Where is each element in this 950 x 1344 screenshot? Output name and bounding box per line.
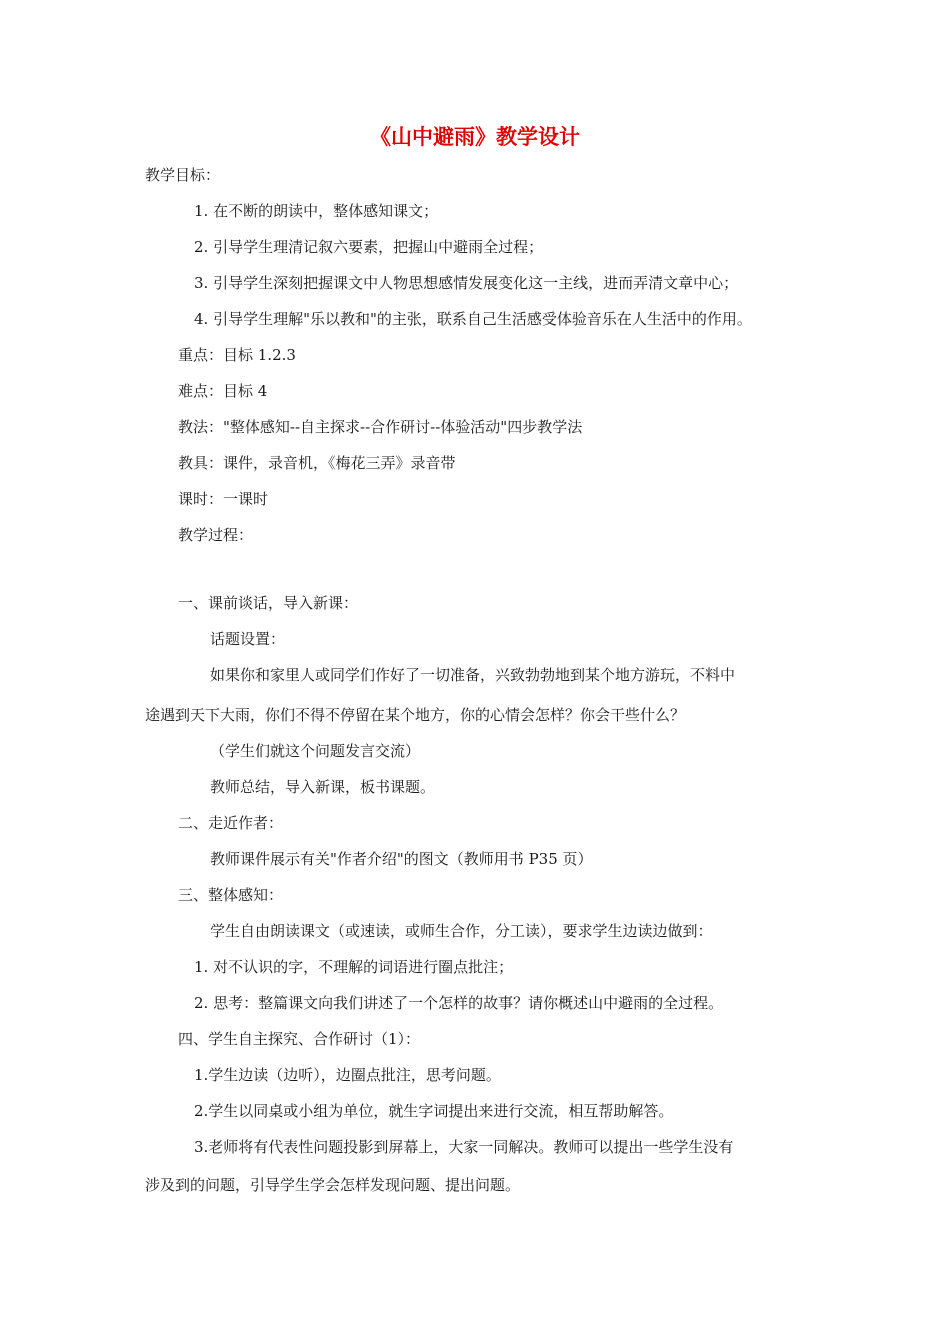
document-title: 《山中避雨》教学设计 (370, 124, 580, 149)
section-subheading: 话题设置： (210, 630, 286, 648)
objective-item: 3. 引导学生深刻把握课文中人物思想感情发展变化这一主线，进而弄清文章中心； (194, 274, 739, 292)
section-heading: 四、学生自主探究、合作研讨（1）： (178, 1030, 421, 1048)
difficulty: 难点：目标 4 (178, 382, 268, 400)
objectives-heading: 教学目标： (145, 166, 221, 184)
class-period: 课时：一课时 (178, 490, 269, 508)
paragraph-note: （学生们就这个问题发言交流） (210, 742, 421, 760)
section-heading: 二、走近作者： (178, 814, 284, 832)
list-item: 1. 对不认识的字，不理解的词语进行圈点批注； (194, 958, 514, 976)
key-points: 重点：目标 1.2.3 (178, 346, 296, 364)
list-item: 2.学生以同桌或小组为单位，就生字词提出来进行交流，相互帮助解答。 (194, 1102, 674, 1120)
paragraph-line: 途遇到天下大雨，你们不得不停留在某个地方，你的心情会怎样？你会干些什么？ (145, 706, 686, 724)
paragraph-line: 教师课件展示有关"作者介绍"的图文（教师用书 P35 页） (210, 850, 593, 868)
paragraph-line: 教师总结，导入新课，板书课题。 (210, 778, 436, 796)
paragraph-line: 如果你和家里人或同学们作好了一切准备，兴致勃勃地到某个地方游玩，不料中 (210, 666, 736, 684)
objective-item: 1. 在不断的朗读中，整体感知课文； (194, 202, 439, 220)
objective-item: 4. 引导学生理解"乐以教和"的主张，联系自己生活感受体验音乐在人生活中的作用。 (194, 310, 752, 328)
section-heading: 三、整体感知： (178, 886, 284, 904)
paragraph-line: 学生自由朗读课文（或速读，或师生合作，分工读），要求学生边读边做到： (210, 922, 713, 940)
list-item: 1.学生边读（边听），边圈点批注，思考问题。 (194, 1066, 501, 1084)
list-item: 2. 思考：整篇课文向我们讲述了一个怎样的故事？请你概述山中避雨的全过程。 (194, 994, 724, 1012)
list-item: 3.老师将有代表性问题投影到屏幕上，大家一同解决。教师可以提出一些学生没有 (194, 1138, 734, 1156)
objective-item: 2. 引导学生理清记叙六要素，把握山中避雨全过程； (194, 238, 544, 256)
paragraph-line: 涉及到的问题，引导学生学会怎样发现问题、提出问题。 (145, 1176, 521, 1194)
teaching-tools: 教具：课件，录音机，《梅花三弄》录音带 (178, 454, 456, 472)
process-heading: 教学过程： (178, 526, 254, 544)
teaching-method: 教法："整体感知--自主探求--合作研讨--体验活动"四步教学法 (178, 418, 583, 436)
section-heading: 一、课前谈话，导入新课： (178, 594, 359, 612)
